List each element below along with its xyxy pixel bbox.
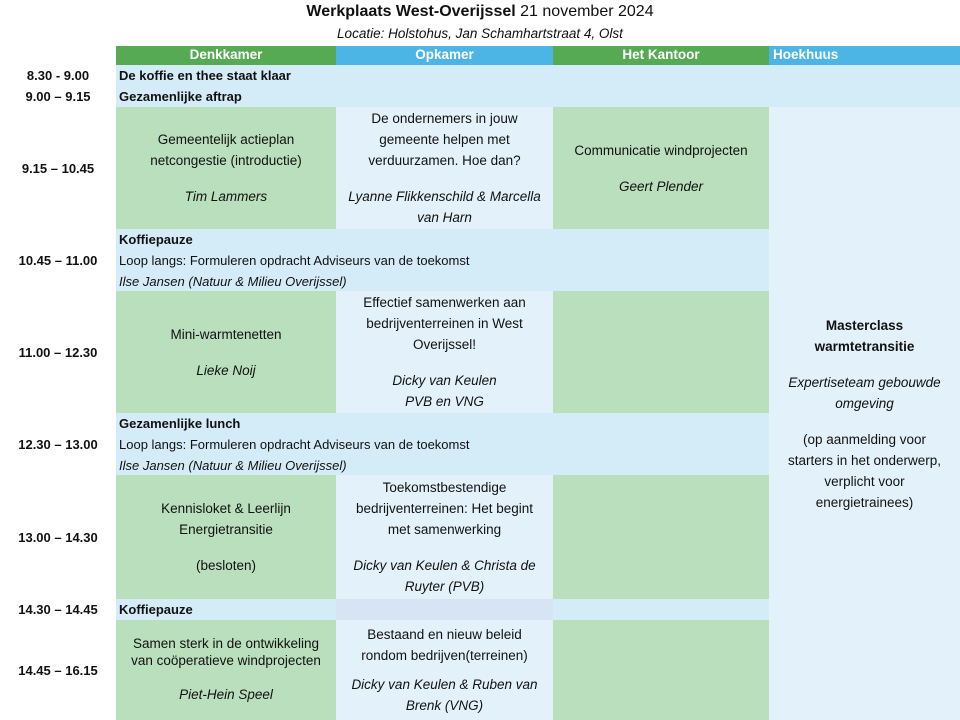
title-date: 21 november 2024	[520, 3, 654, 20]
time-slot: 11.00 – 12.30	[18, 344, 98, 360]
masterclass-team: Expertiseteam gebouwde omgeving	[788, 375, 941, 411]
break-coffee-2-fill	[553, 599, 769, 620]
time-slot: 8.30 - 9.00	[26, 68, 90, 83]
session-kantoor-4-empty	[553, 620, 769, 720]
session-title: Kennisloket & Leerlijn Energietransitie	[161, 501, 291, 537]
session-denkkamer-2	[116, 291, 336, 413]
room-header-denkkamer: Denkkamer	[116, 46, 336, 65]
break-coffee-2-fill	[336, 599, 553, 620]
plenary-coffee	[116, 65, 960, 86]
session-denkkamer-3	[116, 475, 336, 599]
break-coffee-1	[116, 229, 769, 291]
masterclass-note: (op aanmelding voor starters in het onderwerp, verplicht voor energietrainees)	[787, 432, 942, 510]
time-slot: 9.15 – 10.45	[21, 160, 95, 176]
session-speaker: Lieke Noij	[196, 362, 256, 378]
session-note: (besloten)	[195, 558, 257, 573]
time-slot: 14.45 – 16.15	[18, 662, 98, 678]
session-opkamer-4	[336, 620, 553, 720]
session-kantoor-2-empty	[553, 291, 769, 413]
break-lunch	[116, 413, 769, 475]
session-kantoor-3-empty	[553, 475, 769, 599]
session-denkkamer-1	[116, 107, 336, 229]
session-speaker-org: PVB en VNG	[405, 394, 484, 409]
title-bold: Werkplaats West-Overijssel	[306, 3, 516, 20]
room-header-hoekhuus: Hoekhuus	[769, 46, 960, 65]
plenary-kickoff	[116, 86, 960, 107]
session-speaker: Dicky van Keulen & Ruben van Brenk (VNG)	[351, 677, 538, 713]
session-title: De ondernemers in jouw gemeente helpen met verduurzamen. Hoe dan?	[368, 111, 521, 168]
break-person: Ilse Jansen (Natuur & Milieu Overijssel)	[119, 274, 347, 289]
session-opkamer-3	[336, 475, 553, 599]
lunch-title: Gezamenlijke lunch	[119, 416, 241, 431]
page-title	[0, 2, 960, 22]
session-title: Effectief samenwerken aan bedrijventerreinen in West Overijssel!	[363, 295, 526, 352]
session-speaker: Tim Lammers	[184, 189, 268, 204]
plenary-kickoff-label: Gezamenlijke aftrap	[119, 89, 242, 104]
lunch-line: Loop langs: Formuleren opdracht Adviseurs van de toekomst	[119, 437, 470, 452]
masterclass-column	[769, 107, 960, 720]
time-slot: 12.30 – 13.00	[18, 436, 98, 452]
break-coffee-2	[116, 599, 336, 620]
session-speaker: Piet-Hein Speel	[179, 687, 273, 702]
session-title: Samen sterk in de ontwikkeling van coöperatieve windprojecten	[131, 636, 321, 668]
session-title: Toekomstbestendige bedrijventerreinen: Het begint met samenwerking	[355, 480, 534, 537]
session-title: Communicatie windprojecten	[574, 142, 748, 158]
session-denkkamer-4	[116, 620, 336, 720]
session-speaker: Geert Plender	[618, 178, 704, 194]
masterclass-title: Masterclass warmtetransitie	[814, 318, 915, 354]
session-speaker: Dicky van Keulen & Christa de Ruyter (PVB)	[353, 558, 536, 594]
session-title: Mini-warmtenetten	[170, 326, 282, 342]
plenary-coffee-label: De koffie en thee staat klaar	[119, 68, 291, 83]
session-title: Gemeentelijk actieplan netcongestie (introductie)	[150, 132, 302, 168]
room-header-kantoor: Het Kantoor	[553, 46, 769, 65]
time-slot: 10.45 – 11.00	[18, 252, 98, 268]
time-slot: 14.30 – 14.45	[18, 602, 98, 617]
lunch-person: Ilse Jansen (Natuur & Milieu Overijssel)	[119, 458, 347, 473]
time-slot: 13.00 – 14.30	[18, 529, 98, 545]
break2-title: Koffiepauze	[119, 602, 193, 617]
room-header-opkamer: Opkamer	[336, 46, 553, 65]
session-title: Bestaand en nieuw beleid rondom bedrijven(terreinen)	[361, 627, 528, 663]
time-slot: 9.00 – 9.15	[25, 89, 91, 104]
break-line: Loop langs: Formuleren opdracht Adviseurs van de toekomst	[119, 253, 470, 268]
location-subtitle: Locatie: Holstohus, Jan Schamhartstraat 4, Olst	[337, 26, 623, 41]
break-title: Koffiepauze	[119, 232, 193, 247]
session-kantoor-1	[553, 107, 769, 229]
session-speaker: Dicky van Keulen	[392, 373, 497, 388]
session-opkamer-2	[336, 291, 553, 413]
session-speaker: Lyanne Flikkenschild & Marcella van Harn	[348, 189, 541, 225]
session-opkamer-1	[336, 107, 553, 229]
